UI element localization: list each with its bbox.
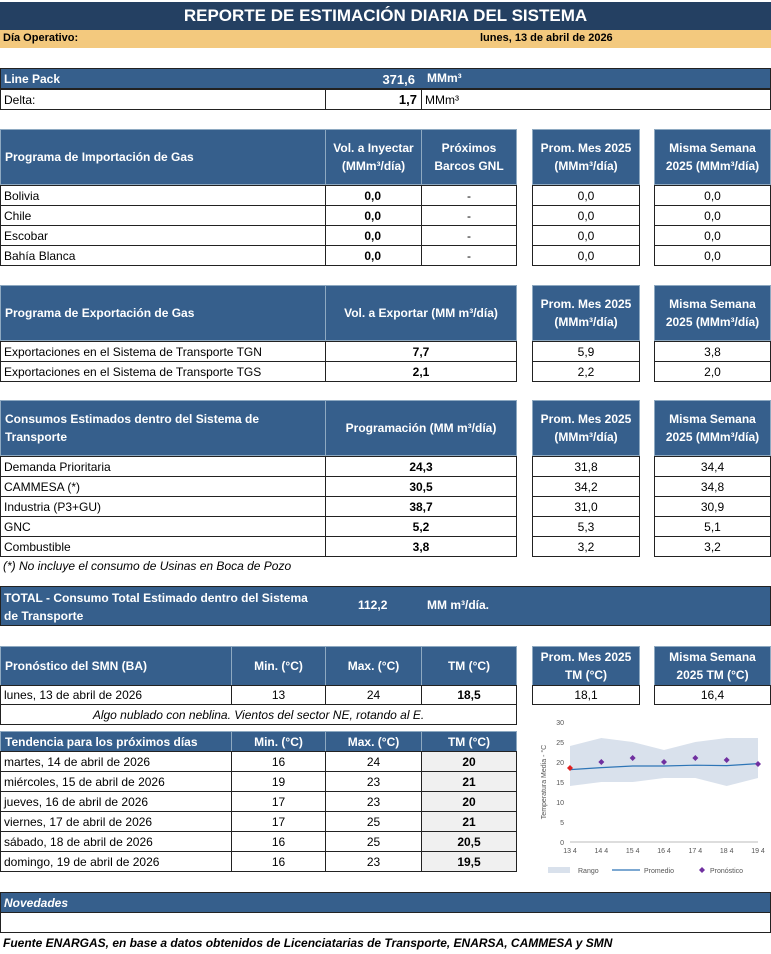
y-tick-label: 10 [556, 800, 564, 807]
import-col-prom: Prom. Mes 2025 (MMm³/día) [532, 129, 640, 185]
trend-max: 24 [325, 751, 422, 772]
consumption-prom: 31,0 [532, 496, 640, 517]
consumption-prog: 30,5 [325, 476, 517, 497]
forecast-same: 16,4 [654, 685, 771, 705]
trend-min: 16 [231, 831, 326, 852]
trend-col-min: Min. (°C) [231, 731, 326, 752]
consumption-header: Consumos Estimados dentro del Sistema de Transporte [0, 400, 326, 456]
source-footer: Fuente ENARGAS, en base a datos obtenidos de Licenciatarias de Transporte, ENARSA, CAMMESA y SMN [3, 936, 613, 950]
trend-tm: 20,5 [421, 831, 517, 852]
legend-promedio-label: Promedio [644, 868, 674, 875]
legend-range-label: Rango [578, 868, 599, 875]
trend-tm: 20 [421, 751, 517, 772]
trend-tm: 19,5 [421, 851, 517, 872]
consumption-name: Industria (P3+GU) [0, 496, 326, 517]
import-same: 0,0 [654, 225, 771, 246]
news-header [0, 892, 771, 913]
export-col-same: Misma Semana 2025 (MMm³/día) [654, 285, 771, 341]
forecast-max: 24 [325, 685, 422, 705]
consumption-same: 3,2 [654, 536, 771, 557]
y-tick-label: 20 [556, 760, 564, 767]
forecast-description: Algo nublado con neblina. Vientos del sector NE, rotando al E. [0, 704, 517, 725]
import-ships: - [421, 205, 517, 226]
operative-day-label: Día Operativo: [3, 32, 79, 44]
consumption-col-same: Misma Semana 2025 (MMm³/día) [654, 400, 771, 456]
export-same: 2,0 [654, 361, 771, 382]
trend-col-tm: TM (°C) [421, 731, 517, 752]
trend-col-max: Max. (°C) [325, 731, 422, 752]
y-tick-label: 15 [556, 780, 564, 787]
legend-pronostico-label: Pronóstico [710, 868, 744, 875]
y-tick-label: 5 [560, 820, 564, 827]
forecast-col-prom: Prom. Mes 2025 TM (°C) [532, 646, 640, 686]
trend-date: miércoles, 15 de abril de 2026 [0, 771, 232, 792]
line-pack-unit: MMm³ [427, 71, 462, 85]
trend-max: 25 [325, 811, 422, 832]
import-name: Bolivia [0, 185, 326, 206]
x-tick-label: 15 4 [625, 848, 640, 855]
line-pack-value: 371,6 [382, 72, 415, 87]
export-prom: 2,2 [532, 361, 640, 382]
export-name: Exportaciones en el Sistema de Transporte TGS [0, 361, 326, 382]
trend-min: 19 [231, 771, 326, 792]
y-axis-label: Temperatura Media - °C [541, 744, 548, 820]
trend-date: jueves, 16 de abril de 2026 [0, 791, 232, 812]
x-tick-label: 13 4 [563, 848, 577, 855]
legend-range-swatch [548, 867, 570, 873]
import-col-ships: Próximos Barcos GNL [421, 129, 517, 185]
operative-day-bar [0, 30, 771, 48]
trend-min: 16 [231, 751, 326, 772]
export-same: 3,8 [654, 341, 771, 362]
forecast-prom: 18,1 [532, 685, 640, 705]
consumption-prog: 24,3 [325, 456, 517, 477]
consumption-prom: 5,3 [532, 516, 640, 537]
trend-tm: 20 [421, 791, 517, 812]
import-vol: 0,0 [325, 205, 422, 226]
import-ships: - [421, 245, 517, 266]
news-body [0, 912, 771, 933]
import-col-vol: Vol. a Inyectar (MMm³/día) [325, 129, 422, 185]
y-tick-label: 0 [560, 840, 564, 847]
total-row [0, 586, 771, 626]
import-ships: - [421, 225, 517, 246]
import-prom: 0,0 [532, 185, 640, 206]
export-col-vol: Vol. a Exportar (MM m³/día) [325, 285, 517, 341]
forecast-col-tm: TM (°C) [421, 646, 517, 686]
import-name: Escobar [0, 225, 326, 246]
total-label: TOTAL - Consumo Total Estimado dentro del Sistema de Transporte [4, 591, 308, 623]
import-header: Programa de Importación de Gas [0, 129, 326, 185]
import-ships: - [421, 185, 517, 206]
trend-tm: 21 [421, 811, 517, 832]
news-header-label: Novedades [4, 895, 69, 910]
forecast-tm: 18,5 [421, 685, 517, 705]
consumption-same: 5,1 [654, 516, 771, 537]
forecast-col-same: Misma Semana 2025 TM (°C) [654, 646, 771, 686]
import-same: 0,0 [654, 205, 771, 226]
consumption-name: GNC [0, 516, 326, 537]
line-pack-row [0, 68, 771, 89]
import-prom: 0,0 [532, 245, 640, 266]
total-value: 112,2 [358, 598, 388, 612]
trend-date: domingo, 19 de abril de 2026 [0, 851, 232, 872]
consumption-col-prom: Prom. Mes 2025 (MMm³/día) [532, 400, 640, 456]
forecast-date: lunes, 13 de abril de 2026 [0, 685, 232, 705]
consumption-prog: 5,2 [325, 516, 517, 537]
trend-min: 17 [231, 811, 326, 832]
x-tick-label: 18 4 [719, 848, 734, 855]
import-same: 0,0 [654, 245, 771, 266]
import-same: 0,0 [654, 185, 771, 206]
x-tick-label: 19 4 [751, 848, 765, 855]
import-vol: 0,0 [325, 245, 422, 266]
consumption-prog: 38,7 [325, 496, 517, 517]
x-tick-label: 16 4 [657, 848, 671, 855]
y-tick-label: 30 [556, 720, 564, 727]
export-name: Exportaciones en el Sistema de Transporte TGN [0, 341, 326, 362]
delta-value: 1,7 [325, 89, 422, 110]
report-title: REPORTE DE ESTIMACIÓN DIARIA DEL SISTEMA [0, 2, 771, 30]
consumption-same: 30,9 [654, 496, 771, 517]
consumption-name: CAMMESA (*) [0, 476, 326, 497]
import-vol: 0,0 [325, 185, 422, 206]
delta-label: Delta: [0, 89, 326, 110]
consumption-prom: 3,2 [532, 536, 640, 557]
x-tick-label: 14 4 [594, 848, 609, 855]
export-vol: 2,1 [325, 361, 517, 382]
legend-pronostico-swatch [699, 867, 705, 873]
consumption-prom: 34,2 [532, 476, 640, 497]
import-name: Bahía Blanca [0, 245, 326, 266]
consumption-col-prog: Programación (MM m³/día) [325, 400, 517, 456]
consumption-same: 34,8 [654, 476, 771, 497]
trend-max: 23 [325, 791, 422, 812]
x-tick-label: 17 4 [688, 848, 703, 855]
consumption-name: Demanda Prioritaria [0, 456, 326, 477]
consumption-same: 34,4 [654, 456, 771, 477]
import-prom: 0,0 [532, 225, 640, 246]
trend-tm: 21 [421, 771, 517, 792]
trend-min: 17 [231, 791, 326, 812]
import-name: Chile [0, 205, 326, 226]
y-tick-label: 25 [556, 740, 564, 747]
trend-date: sábado, 18 de abril de 2026 [0, 831, 232, 852]
import-prom: 0,0 [532, 205, 640, 226]
forecast-header: Pronóstico del SMN (BA) [0, 646, 232, 686]
consumption-prog: 3,8 [325, 536, 517, 557]
import-vol: 0,0 [325, 225, 422, 246]
forecast-col-min: Min. (°C) [231, 646, 326, 686]
trend-date: viernes, 17 de abril de 2026 [0, 811, 232, 832]
forecast-min: 13 [231, 685, 326, 705]
temperature-chart [530, 712, 770, 882]
export-vol: 7,7 [325, 341, 517, 362]
consumption-note: (*) No incluye el consumo de Usinas en Boca de Pozo [3, 559, 292, 573]
export-col-prom: Prom. Mes 2025 (MMm³/día) [532, 285, 640, 341]
delta-unit: MMm³ [421, 89, 771, 110]
consumption-prom: 31,8 [532, 456, 640, 477]
forecast-col-max: Max. (°C) [325, 646, 422, 686]
consumption-name: Combustible [0, 536, 326, 557]
import-col-same: Misma Semana 2025 (MMm³/día) [654, 129, 771, 185]
trend-min: 16 [231, 851, 326, 872]
trend-max: 23 [325, 851, 422, 872]
trend-header: Tendencia para los próximos días [0, 731, 232, 752]
trend-date: martes, 14 de abril de 2026 [0, 751, 232, 772]
line-pack-label: Line Pack [4, 72, 61, 86]
trend-max: 25 [325, 831, 422, 852]
export-header: Programa de Exportación de Gas [0, 285, 326, 341]
export-prom: 5,9 [532, 341, 640, 362]
operative-day-value: lunes, 13 de abril de 2026 [480, 32, 613, 44]
total-unit: MM m³/día. [427, 598, 489, 612]
trend-max: 23 [325, 771, 422, 792]
